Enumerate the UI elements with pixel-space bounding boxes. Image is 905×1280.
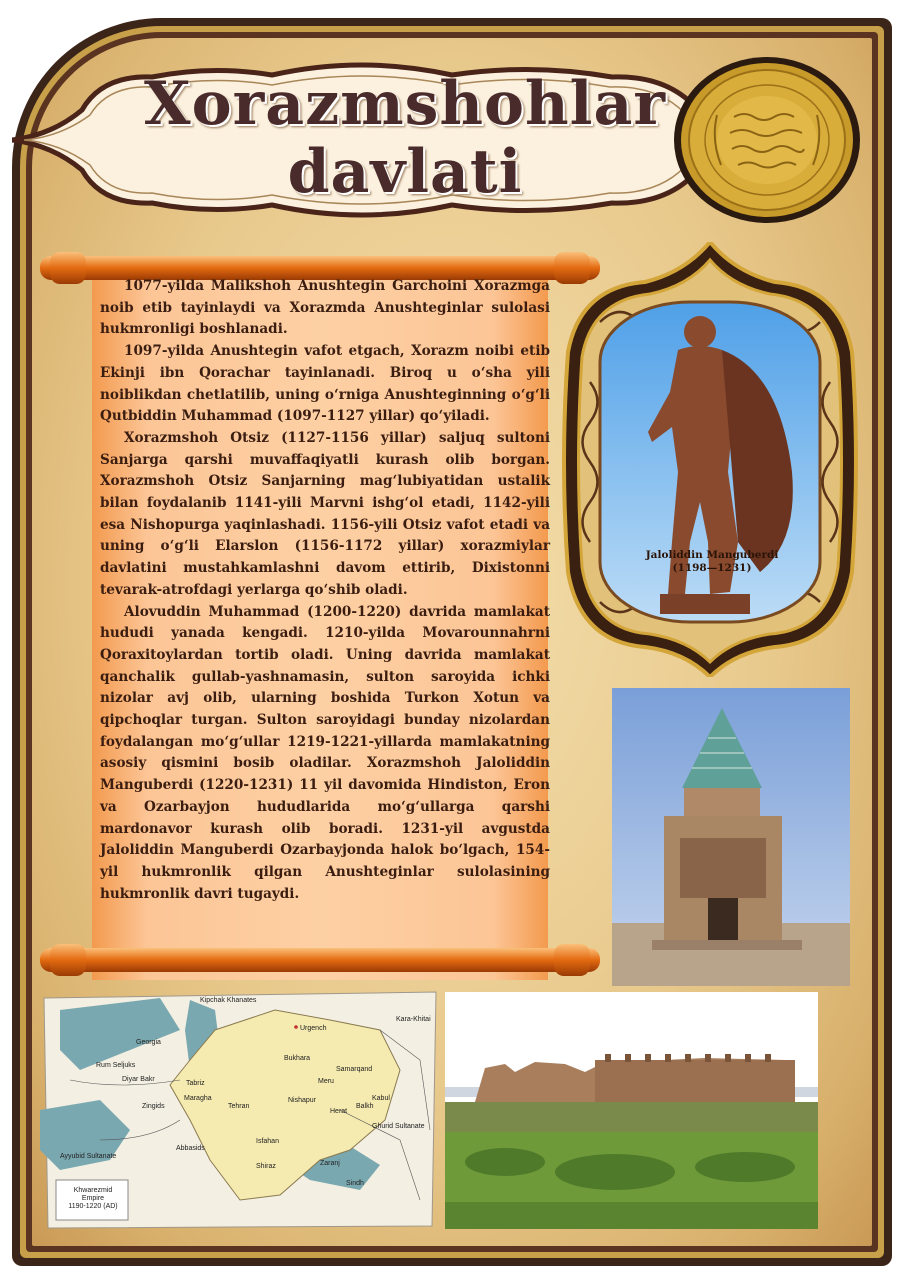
map-label: Maragha bbox=[184, 1095, 212, 1102]
portrait-caption bbox=[630, 549, 794, 575]
paragraph-2: 1097-yilda Anushtegin vafot etgach, Xorazm noibi etib Ekinji ibn Qorachar tayinlanadi. Biroq u oʻsha yili noiblikdan chetlatilib, uning oʻrniga Anushteginning oʻgʻli Qutbiddin Muhammad (1097-1127 yillar) qoʻyiladi. bbox=[100, 343, 550, 425]
portrait-years: (1198—1231) bbox=[672, 562, 752, 574]
title-line-1: Xorazmshohlar bbox=[144, 69, 666, 139]
paragraph-4: Alovuddin Muhammad (1200-1220) davrida mamlakat hududi yanada kengadi. 1210-yilda Movarounnahrni Qoraxitoylardan tortib oladi. Uning davrida mamlakat qanchalik gullab-yashnamasin, sulton saroyida ichki nizolar avj olib, ularning boshida Turkon Xotun va qipchoqlar turgan. Sulton saroyidagi bunday nizolardan foydalangan moʻgʻullar 1219-1221-yillarda mamlakatning asosiy qismini bosib oladilar. Xorazmshoh Jaloliddin Manguberdi (1220-1231) 11 yil davomida Hindiston, Eron va Ozarbayjon hududlarida moʻgʻullarga qarshi mardonavor kurash olib boradi. 1231-yil avgustda Jaloliddin Manguberdi Ozarbayjonda halok boʻlgach, 154-yil hukmronlik qilgan Anushteginlar sulolasining hukmronlik davri tugaydi. bbox=[100, 603, 550, 902]
map-label: Samarqand bbox=[336, 1066, 373, 1073]
map-label: Balkh bbox=[356, 1103, 374, 1110]
map-label: Shiraz bbox=[256, 1163, 276, 1170]
map-label: Ayyubid Sultanate bbox=[60, 1153, 117, 1160]
map-label: Zingids bbox=[142, 1103, 165, 1110]
legend-line-3: 1190-1220 (AD) bbox=[68, 1203, 118, 1210]
map-label: Kipchak Khanates bbox=[200, 997, 257, 1004]
legend-line-2: Empire bbox=[81, 1195, 105, 1202]
map-label: Sindh bbox=[346, 1180, 364, 1187]
map-label: Georgia bbox=[136, 1039, 161, 1046]
title-line-2: davlati bbox=[287, 137, 523, 207]
map-label: Diyar Bakr bbox=[122, 1076, 155, 1083]
map-label: Ghurid Sultanate bbox=[372, 1123, 425, 1130]
map-label: Meru bbox=[318, 1078, 334, 1085]
map-label: Herat bbox=[330, 1108, 348, 1115]
map-label: Tehran bbox=[228, 1103, 250, 1110]
statue-portrait-frame bbox=[560, 242, 860, 677]
history-text bbox=[100, 276, 550, 905]
map-label: Nishapur bbox=[288, 1097, 317, 1104]
paragraph-1: 1077-yilda Malikshoh Anushtegin Garchoini Xorazmga noib etib tayinlaydi va Xorazmda Anushteginlar sulolasi hukmronligi boshlanadi. bbox=[100, 278, 550, 338]
map-label: Urgench bbox=[300, 1025, 327, 1032]
map-label: Bukhara bbox=[284, 1055, 311, 1062]
map-label: Kabul bbox=[372, 1095, 390, 1102]
map-label: Zaranj bbox=[320, 1160, 340, 1167]
paragraph-3: Xorazmshoh Otsiz (1127-1156 yillar) saljuq sultoni Sanjarga qarshi muvaffaqiyatli kurash olib borgan. Xorazmshoh Otsiz Sanjarning magʻlubiyatidan ustalik bilan foydalanib 1141-yili Marvni ishgʻol etadi, 1142-yili esa Nishopurga yaqinlashadi. 1156-yili Otsiz vafot etadi va uning oʻgʻli Elarslon (1156-1172 yillar) xorazmiylar davlatini mustahkamlashni davom ettirib, Dixistonni tevarak-atrofdagi yerlarga qoʻshib oladi. bbox=[100, 429, 550, 598]
map-label: Isfahan bbox=[256, 1138, 279, 1145]
portrait-name: Jaloliddin Manguberdi bbox=[645, 549, 779, 561]
gold-coin-image bbox=[672, 55, 862, 225]
map-label: Tabriz bbox=[186, 1080, 205, 1087]
mausoleum-photo bbox=[612, 688, 850, 986]
legend-line-1: Khwarezmid bbox=[73, 1187, 113, 1194]
map-label: Abbasids bbox=[176, 1145, 205, 1152]
map-label: Kara-Khitai bbox=[396, 1016, 431, 1023]
map-legend bbox=[62, 1187, 124, 1211]
map-label: Rum Seljuks bbox=[96, 1062, 136, 1069]
page-title bbox=[120, 70, 690, 206]
fortress-photo bbox=[445, 992, 818, 1229]
